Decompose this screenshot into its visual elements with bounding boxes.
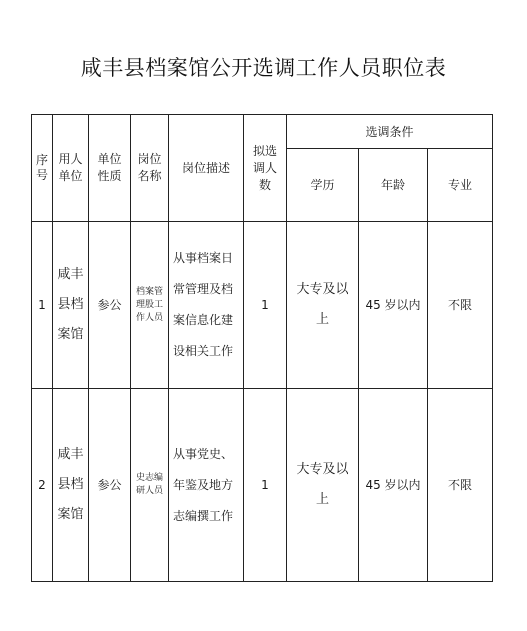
header-desc: 岗位描述 [169, 115, 244, 222]
header-count: 拟选调人数 [244, 115, 287, 222]
positions-table [31, 114, 493, 582]
header-post: 岗位名称 [131, 115, 169, 222]
header-major: 专业 [428, 149, 493, 222]
table-row [32, 389, 493, 582]
cell-desc: 从事党史、年鉴及地方志编撰工作 [169, 389, 244, 582]
cell-post: 档案管理股工作人员 [131, 222, 169, 389]
cell-count: 1 [244, 222, 287, 389]
cell-desc: 从事档案日常管理及档案信息化建设相关工作 [169, 222, 244, 389]
cell-age: 45 岁以内 [359, 389, 428, 582]
cell-major: 不限 [428, 222, 493, 389]
cell-seq: 1 [32, 222, 53, 389]
cell-count: 1 [244, 389, 287, 582]
cell-age: 45 岁以内 [359, 222, 428, 389]
cell-unit: 咸丰县档案馆 [53, 222, 89, 389]
cell-seq: 2 [32, 389, 53, 582]
cell-edu: 大专及以上 [287, 389, 359, 582]
header-edu: 学历 [287, 149, 359, 222]
header-seq: 序号 [32, 115, 53, 222]
cell-nature: 参公 [89, 389, 131, 582]
cell-unit: 咸丰县档案馆 [53, 389, 89, 582]
cell-nature: 参公 [89, 222, 131, 389]
header-row-top [32, 115, 493, 149]
cell-major: 不限 [428, 389, 493, 582]
page-title: 咸丰县档案馆公开选调工作人员职位表 [80, 56, 447, 80]
header-unit: 用人单位 [53, 115, 89, 222]
header-conditions: 选调条件 [287, 115, 493, 149]
table-row [32, 222, 493, 389]
cell-edu: 大专及以上 [287, 222, 359, 389]
header-nature: 单位性质 [89, 115, 131, 222]
header-age: 年龄 [359, 149, 428, 222]
cell-post: 史志编研人员 [131, 389, 169, 582]
